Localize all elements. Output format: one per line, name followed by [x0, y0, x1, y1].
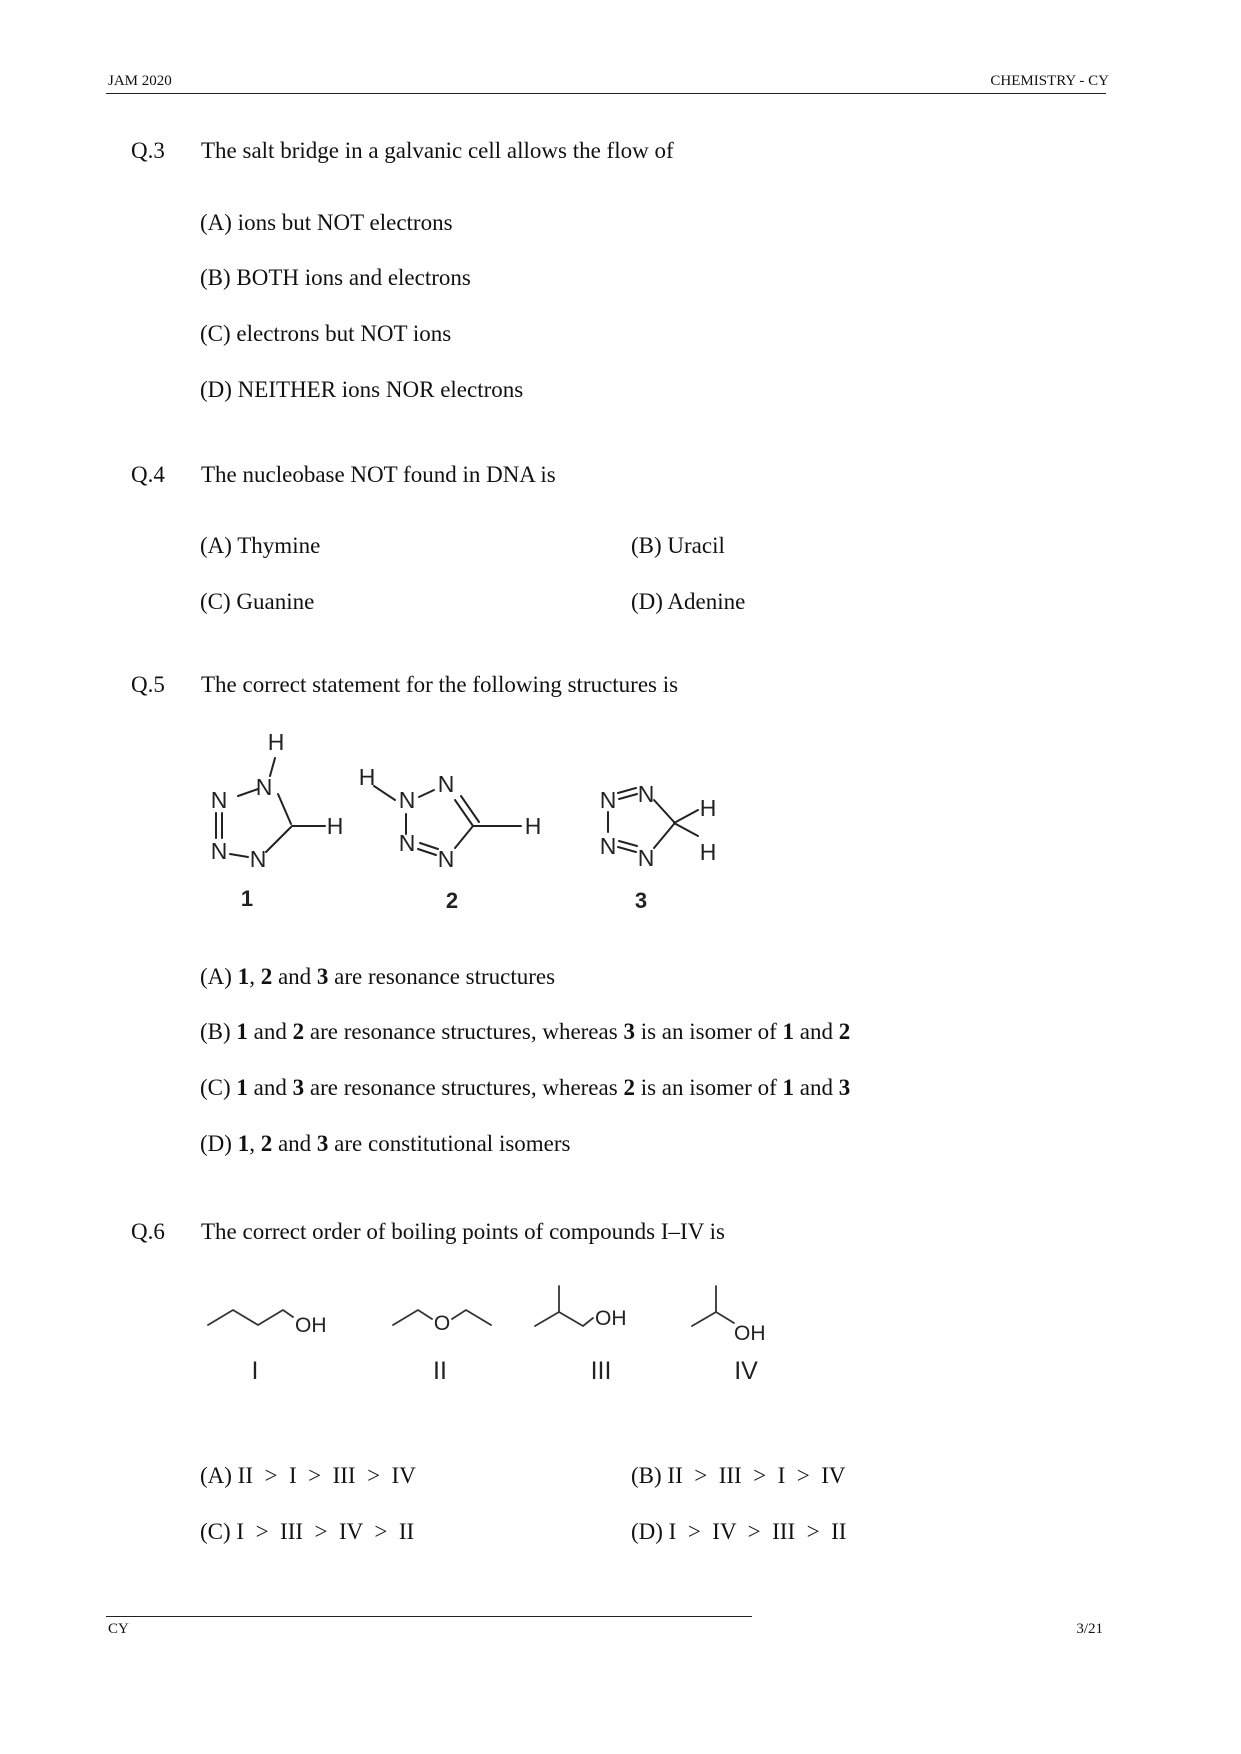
compound-iv-oh: OH [734, 1322, 766, 1345]
q5-text: The correct statement for the following structures is [201, 672, 679, 697]
s1-atom-h-top: H [267, 729, 285, 755]
s2-atom-h-left: H [358, 764, 376, 790]
q5-number: Q.5 [131, 672, 165, 697]
s3-atom-n-top-left: N [599, 787, 617, 813]
compound-label-i: I [251, 1357, 259, 1385]
q6-option-a: (A) II > I > III > IV [200, 1463, 416, 1488]
q5-option-d: (D) 1, 2 and 3 are constitutional isomers [200, 1131, 571, 1156]
compound-i-oh: OH [295, 1314, 327, 1337]
q4-text: The nucleobase NOT found in DNA is [201, 462, 556, 487]
s2-atom-h-right: H [524, 813, 542, 839]
footer-page-number: 3/21 [1076, 1621, 1103, 1637]
footer-rule [106, 1616, 752, 1617]
compound-ii-o: O [433, 1312, 451, 1335]
header-rule [106, 93, 1106, 94]
s2-atom-n-left: N [398, 787, 416, 813]
q4-number: Q.4 [131, 462, 165, 487]
q6-option-c: (C) I > III > IV > II [200, 1519, 415, 1544]
q3-option-a: (A) ions but NOT electrons [200, 210, 453, 235]
q3-number: Q.3 [131, 138, 165, 163]
q3-option-d: (D) NEITHER ions NOR electrons [200, 377, 524, 402]
s2-atom-n-bottom: N [437, 846, 455, 872]
q6-compound-structures [200, 1270, 800, 1390]
s3-atom-h-top: H [699, 795, 717, 821]
compound-label-iv: IV [734, 1357, 758, 1385]
q6-option-b: (B) II > III > I > IV [631, 1463, 846, 1488]
q5-option-a: (A) 1, 2 and 3 are resonance structures [200, 964, 556, 989]
s2-atom-n-top: N [437, 771, 455, 797]
footer-paper-code: CY [108, 1621, 129, 1637]
header-subject: CHEMISTRY - CY [990, 73, 1109, 89]
s1-atom-n-top: N [255, 774, 273, 800]
q5-option-c: (C) 1 and 3 are resonance structures, whereas 2 is an isomer of 1 and 3 [200, 1075, 851, 1100]
s3-atom-n-top: N [637, 781, 655, 807]
q3-text: The salt bridge in a galvanic cell allows the flow of [201, 138, 674, 163]
s3-atom-h-bottom: H [699, 839, 717, 865]
q3-option-c: (C) electrons but NOT ions [200, 321, 452, 346]
s3-atom-n-bottom: N [637, 845, 655, 871]
q6-number: Q.6 [131, 1219, 165, 1244]
q6-text: The correct order of boiling points of compounds I–IV is [201, 1219, 725, 1244]
structure-label-3: 3 [634, 888, 648, 913]
s1-atom-n-bottom-left: N [210, 838, 228, 864]
structure-label-2: 2 [445, 888, 459, 913]
s2-atom-n-bottom-left: N [398, 830, 416, 856]
q4-option-b: (B) Uracil [631, 533, 725, 558]
structure-label-1: 1 [240, 886, 254, 911]
q4-option-d: (D) Adenine [631, 589, 746, 614]
compound-label-iii: III [590, 1357, 612, 1385]
compound-iii-oh: OH [595, 1307, 627, 1330]
header-exam-title: JAM 2020 [108, 73, 172, 89]
q4-option-c: (C) Guanine [200, 589, 315, 614]
q5-option-b: (B) 1 and 2 are resonance structures, whereas 3 is an isomer of 1 and 2 [200, 1019, 851, 1044]
q5-tetrazole-structures [200, 720, 760, 925]
q3-option-b: (B) BOTH ions and electrons [200, 265, 471, 290]
compound-label-ii: II [433, 1357, 447, 1385]
s1-atom-n-bottom: N [249, 846, 267, 872]
q4-option-a: (A) Thymine [200, 533, 321, 558]
s1-atom-n-left: N [210, 787, 228, 813]
q6-option-d: (D) I > IV > III > II [631, 1519, 847, 1544]
s1-atom-h-right: H [326, 813, 344, 839]
s3-atom-n-bottom-left: N [599, 833, 617, 859]
